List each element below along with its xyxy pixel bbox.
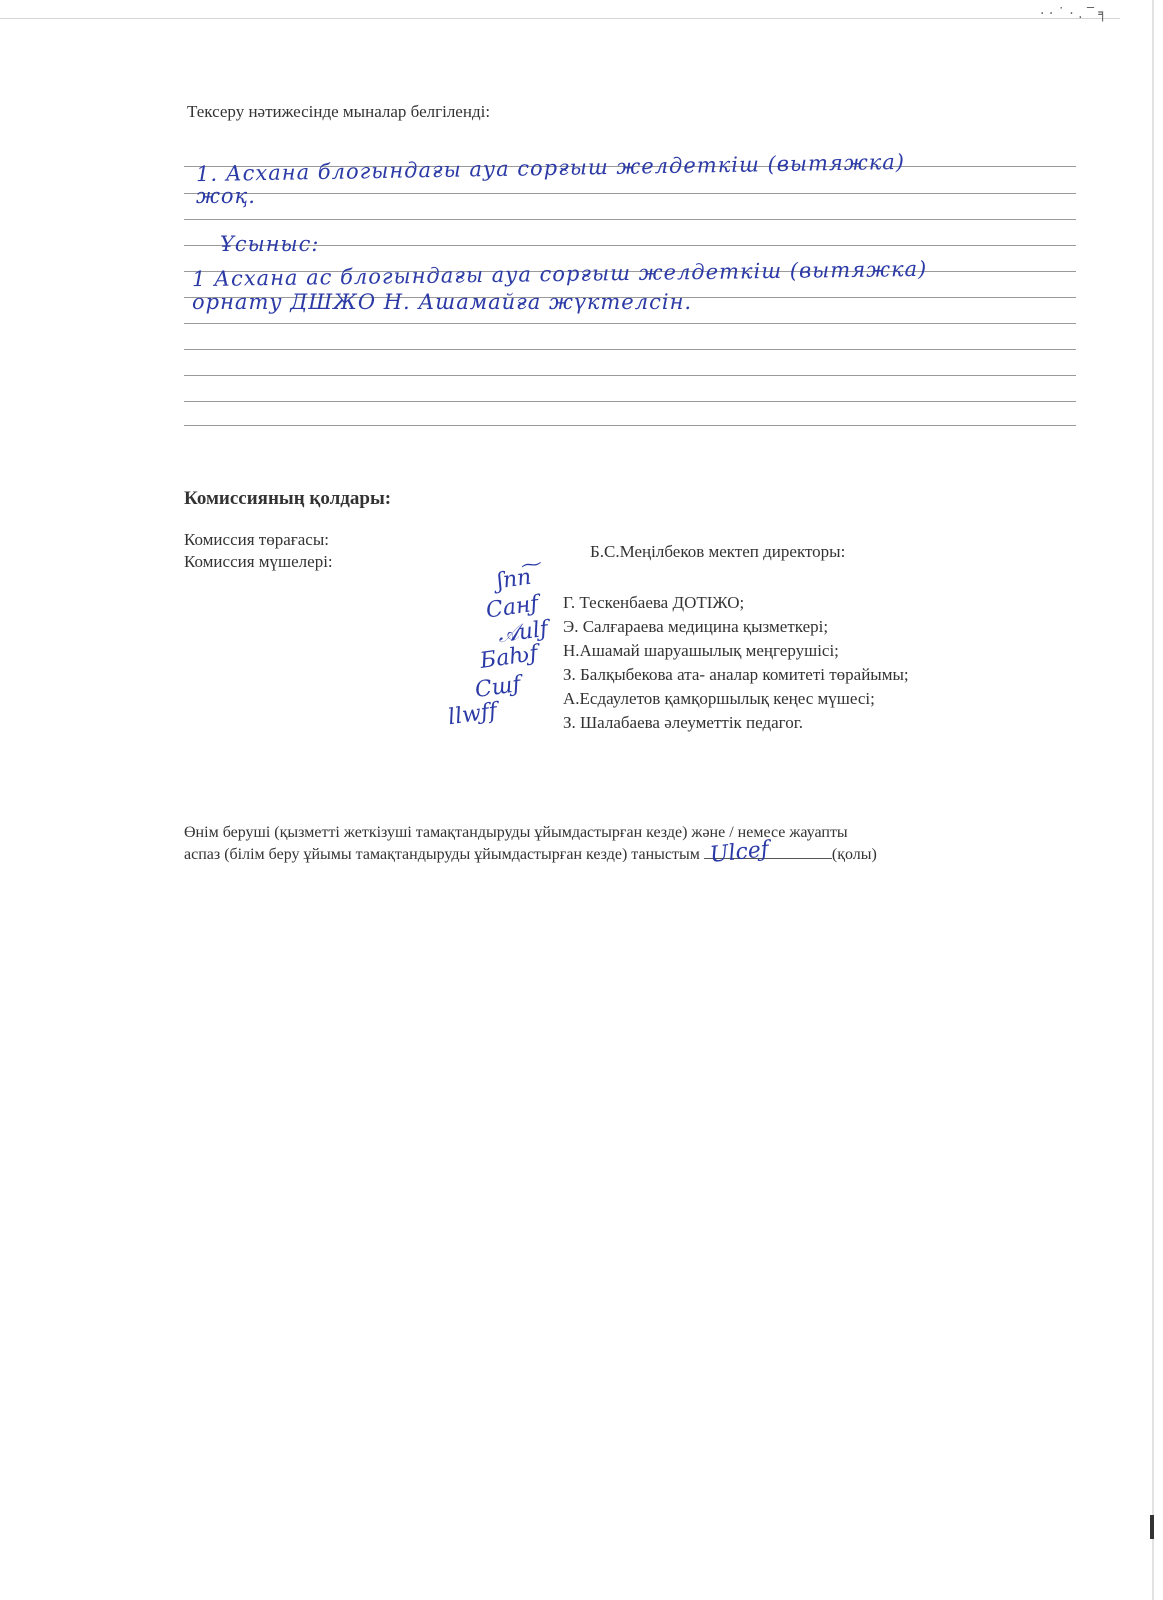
ruled-line bbox=[184, 425, 1076, 426]
commission-title: Комиссияның қолдары: bbox=[184, 488, 392, 509]
signature-scribble: Ƃaƕƒ bbox=[478, 641, 540, 674]
handwritten-proposal-2: орнату ДШЖО Н. Ашамайға жүктелсін. bbox=[192, 290, 693, 314]
ruled-line bbox=[184, 349, 1076, 350]
chair-label: Комиссия төрағасы: bbox=[184, 530, 329, 549]
acknowledgement-line-2: аспаз (білім беру ұйымы тамақтандыруды ұйымдастырған кезде) таныстым bbox=[184, 846, 700, 863]
ruled-line bbox=[184, 323, 1076, 324]
inspection-intro: Тексеру нәтижесінде мыналар белгіленді: bbox=[187, 102, 491, 121]
scan-top-edge bbox=[0, 18, 1120, 19]
member-item: З. Шалабаева әлеуметтік педагог. bbox=[563, 713, 804, 732]
scan-edge-mark bbox=[1150, 1515, 1154, 1539]
member-item: Э. Салғараева медицина қызметкері; bbox=[563, 617, 829, 636]
members-list bbox=[563, 591, 909, 735]
handwritten-finding-1: 1. Асхана блогындағы ауа сорғыш желдеткіш (вытяжка) bbox=[195, 149, 906, 187]
signature-scribble: ʃnn͠ bbox=[495, 564, 533, 595]
handwritten-proposal-1: 1 Асхана ас блогындағы ауа сорғыш желдеткіш (вытяжка) bbox=[191, 256, 928, 292]
ruled-line bbox=[184, 219, 1076, 220]
member-item: Н.Ашамай шаруашылық меңгерушісі; bbox=[563, 641, 839, 660]
handwritten-proposal-label: Ұсыныс: bbox=[220, 232, 320, 256]
member-item: З. Балқыбекова ата- аналар комитеті төрайымы; bbox=[563, 665, 909, 684]
signature-scribble: Ulcеƒ bbox=[708, 836, 771, 869]
member-item: А.Есдаулетов қамқоршылық кеңес мүшесі; bbox=[563, 689, 875, 708]
scan-noise: · · ˙ · . ‾ ╕ bbox=[1040, 6, 1107, 22]
ruled-line bbox=[184, 193, 1076, 194]
signature-scribble: Cшƒ bbox=[473, 671, 523, 704]
handwritten-finding-2: жоқ. bbox=[196, 184, 256, 208]
signature-caption: (қолы) bbox=[831, 846, 877, 863]
acknowledgement-text bbox=[184, 822, 1084, 869]
ruled-line bbox=[184, 401, 1076, 402]
signature-scribble: llwƒf bbox=[446, 698, 499, 731]
signature-scribble: Caнƒ bbox=[484, 591, 541, 624]
acknowledgement-line-1: Өнім беруші (қызметті жеткізуші тамақтандыруды ұйымдастырған кезде) және / немесе жауапты bbox=[184, 824, 848, 841]
chair-name: Б.С.Меңілбеков мектеп директоры: bbox=[590, 542, 846, 561]
member-item: Г. Тескенбаева ДОТІЖО; bbox=[563, 593, 745, 612]
members-label: Комиссия мүшелері: bbox=[184, 552, 333, 571]
ruled-line bbox=[184, 375, 1076, 376]
scan-right-edge bbox=[1152, 0, 1154, 1600]
signature-scribble: 𝒜ulƒ bbox=[496, 616, 550, 649]
signature-line bbox=[704, 836, 832, 869]
